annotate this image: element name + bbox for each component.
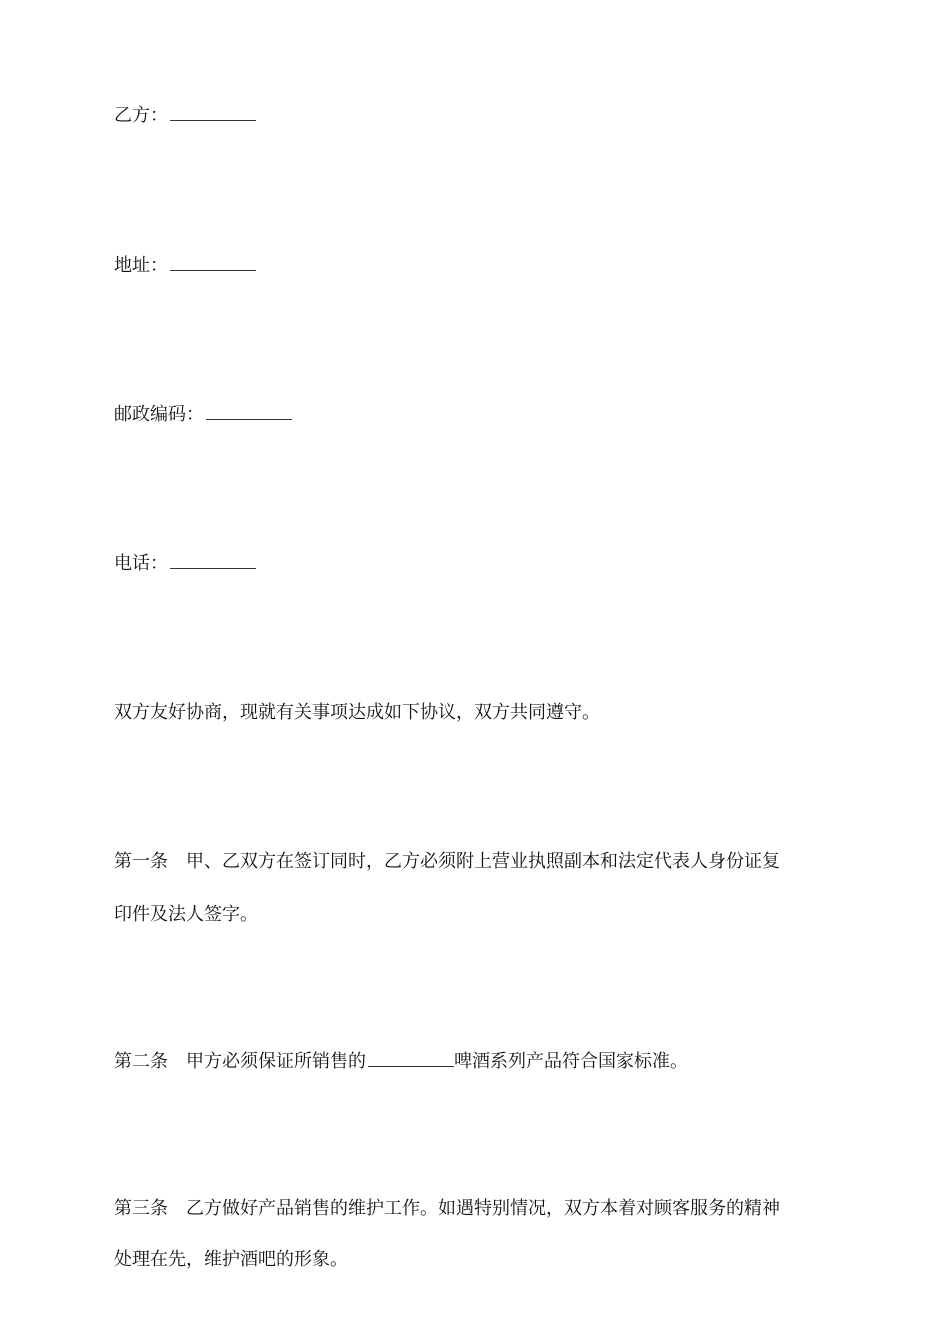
party-b-blank: [170, 106, 256, 121]
article-3-text-1: 乙方做好产品销售的维护工作。如遇特别情况，双方本着对顾客服务的精神: [186, 1198, 780, 1219]
article-1-line-2: 印件及法人签字。: [114, 904, 258, 925]
article-2-number: 第二条: [114, 1051, 168, 1072]
postal-code-blank: [206, 405, 292, 420]
article-2-text-before: 甲方必须保证所销售的: [186, 1051, 366, 1072]
article-3-line-2: 处理在先，维护酒吧的形象。: [114, 1249, 348, 1270]
phone-line: [114, 554, 844, 573]
article-3-line-1: [114, 1200, 844, 1218]
article-2-line: [114, 1052, 844, 1071]
postal-code-label: 邮政编码：: [114, 404, 204, 425]
article-2-blank: [368, 1052, 454, 1067]
article-3-number: 第三条: [114, 1198, 168, 1219]
address-blank: [170, 256, 256, 271]
party-b-label: 乙方：: [114, 105, 168, 126]
article-2-text-after: 啤酒系列产品符合国家标准。: [454, 1051, 688, 1072]
address-line: [114, 256, 844, 275]
postal-code-line: [114, 405, 844, 424]
article-1-line-1: [114, 853, 844, 871]
intro-paragraph: 双方友好协商，现就有关事项达成如下协议，双方共同遵守。: [114, 702, 600, 723]
party-b-line: [114, 106, 844, 125]
address-label: 地址：: [114, 255, 168, 276]
phone-label: 电话：: [114, 553, 168, 574]
article-1-text-1: 甲、乙双方在签订同时，乙方必须附上营业执照副本和法定代表人身份证复: [186, 851, 780, 872]
article-1-number: 第一条: [114, 851, 168, 872]
phone-blank: [170, 554, 256, 569]
